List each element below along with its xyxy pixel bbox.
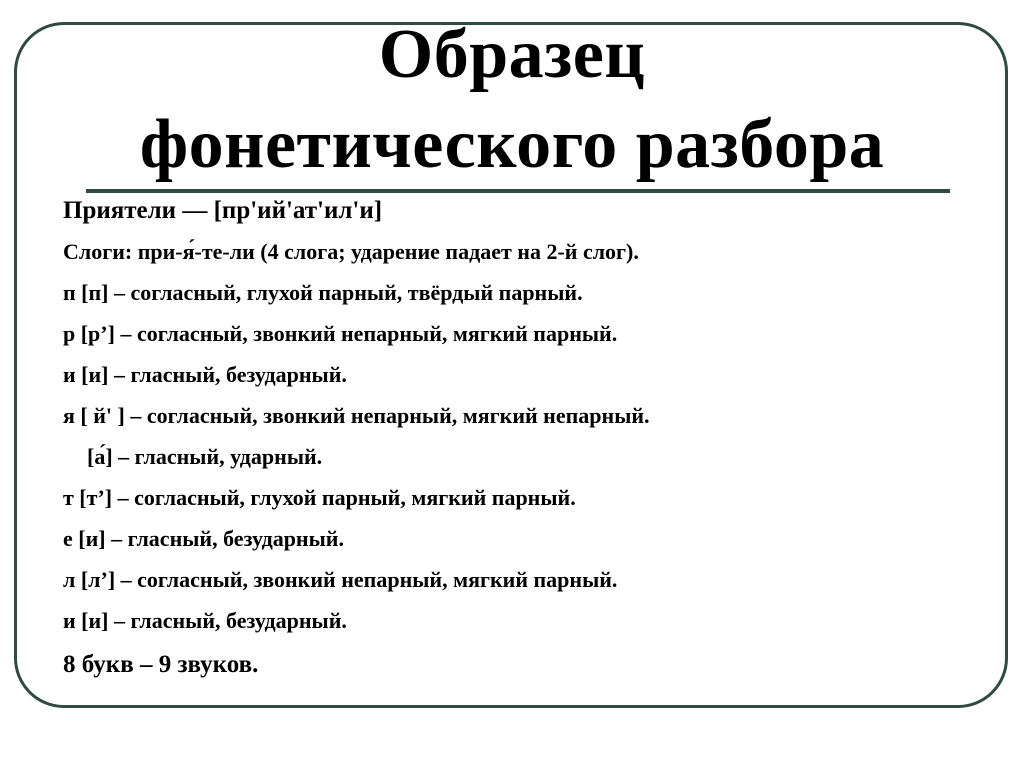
title-underline-divider xyxy=(86,189,950,193)
analysis-text-block xyxy=(63,194,650,686)
sound-line-r: р [р’] – согласный, звонкий непарный, мягкий парный. xyxy=(63,321,618,346)
sound-line-p: п [п] – согласный, глухой парный, твёрдый парный. xyxy=(63,280,583,305)
sound-line-i-first: и [и] – гласный, безударный. xyxy=(63,362,347,387)
slide-title-line-1: Образец xyxy=(378,16,646,93)
word-transcription-line: Приятели — [пр'ий'ат'ил'и] xyxy=(63,197,383,224)
sound-line-ya-vowel: [а́] – гласный, ударный. xyxy=(87,444,323,469)
sound-line-ya-consonant: я [ й' ] – согласный, звонкий непарный, мягкий непарный. xyxy=(63,403,650,428)
sound-line-l: л [л’] – согласный, звонкий непарный, мягкий парный. xyxy=(63,567,618,592)
letters-sounds-summary: 8 букв – 9 звуков. xyxy=(63,651,259,678)
syllables-line: Слоги: при-я́-те-ли (4 слога; ударение падает на 2-й слог). xyxy=(63,239,639,264)
sound-line-e: е [и] – гласный, безударный. xyxy=(63,526,344,551)
sound-line-i-last: и [и] – гласный, безударный. xyxy=(63,608,347,633)
slide-title-line-2: фонетического разбора xyxy=(139,106,885,183)
sound-line-t: т [т’] – согласный, глухой парный, мягкий парный. xyxy=(63,485,576,510)
